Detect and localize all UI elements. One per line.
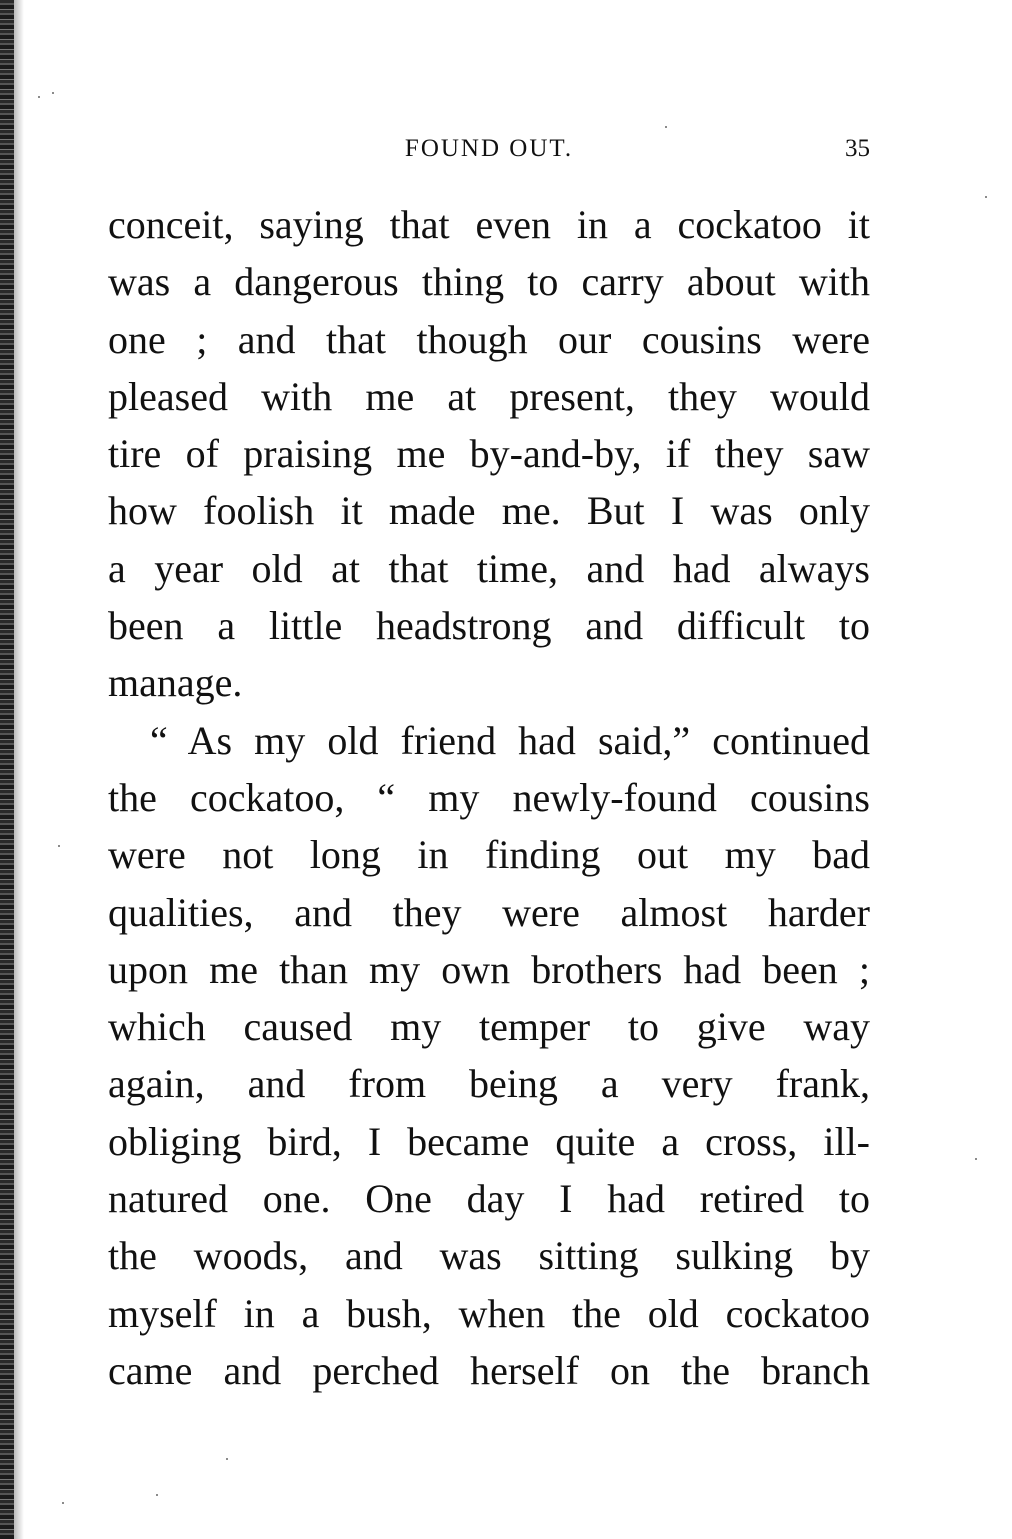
text-line: “ As my old friend had said,” continued <box>150 717 870 763</box>
paper-speck <box>226 1458 228 1460</box>
paper-speck <box>665 126 667 128</box>
paper-speck <box>156 1494 158 1496</box>
text-line: obliging bird, I became quite a cross, ill- <box>108 1118 870 1164</box>
paper-speck <box>985 196 987 198</box>
running-title: FOUND OUT. <box>404 135 574 162</box>
text-line: which caused my temper to give way <box>108 1004 870 1050</box>
text-line: how foolish it made me. But I was only <box>108 488 870 534</box>
text-line: been a little headstrong and difficult to <box>108 603 870 649</box>
text-line: were not long in finding out my bad <box>108 832 870 878</box>
text-line: conceit, saying that even in a cockatoo it <box>108 202 870 247</box>
text-line: manage. <box>108 660 243 706</box>
paper-speck <box>62 1502 64 1504</box>
text-line: one ; and that though our cousins were <box>108 316 870 362</box>
page-number: 35 <box>845 135 870 162</box>
text-line: a year old at that time, and had always <box>108 545 870 591</box>
text-line: tire of praising me by-and-by, if they saw <box>108 431 870 477</box>
text-line: was a dangerous thing to carry about with <box>108 259 870 305</box>
paper-speck <box>52 92 54 94</box>
text-line: pleased with me at present, they would <box>108 373 870 419</box>
paper-speck <box>975 1158 977 1160</box>
text-line: natured one. One day I had retired to <box>108 1176 870 1222</box>
text-line: the woods, and was sitting sulking by <box>108 1233 870 1279</box>
running-head <box>108 134 870 164</box>
paper-speck <box>38 96 40 98</box>
text-line: the cockatoo, “ my newly-found cousins <box>108 774 870 820</box>
page-gutter-edge <box>0 0 14 1539</box>
body-text <box>108 196 870 1399</box>
text-line: again, and from being a very frank, <box>108 1061 870 1107</box>
text-line: qualities, and they were almost harder <box>108 889 870 935</box>
text-line: upon me than my own brothers had been ; <box>108 946 870 992</box>
text-line: myself in a bush, when the old cockatoo <box>108 1290 870 1336</box>
paper-speck <box>58 845 60 847</box>
text-line: came and perched herself on the branch <box>108 1347 870 1393</box>
